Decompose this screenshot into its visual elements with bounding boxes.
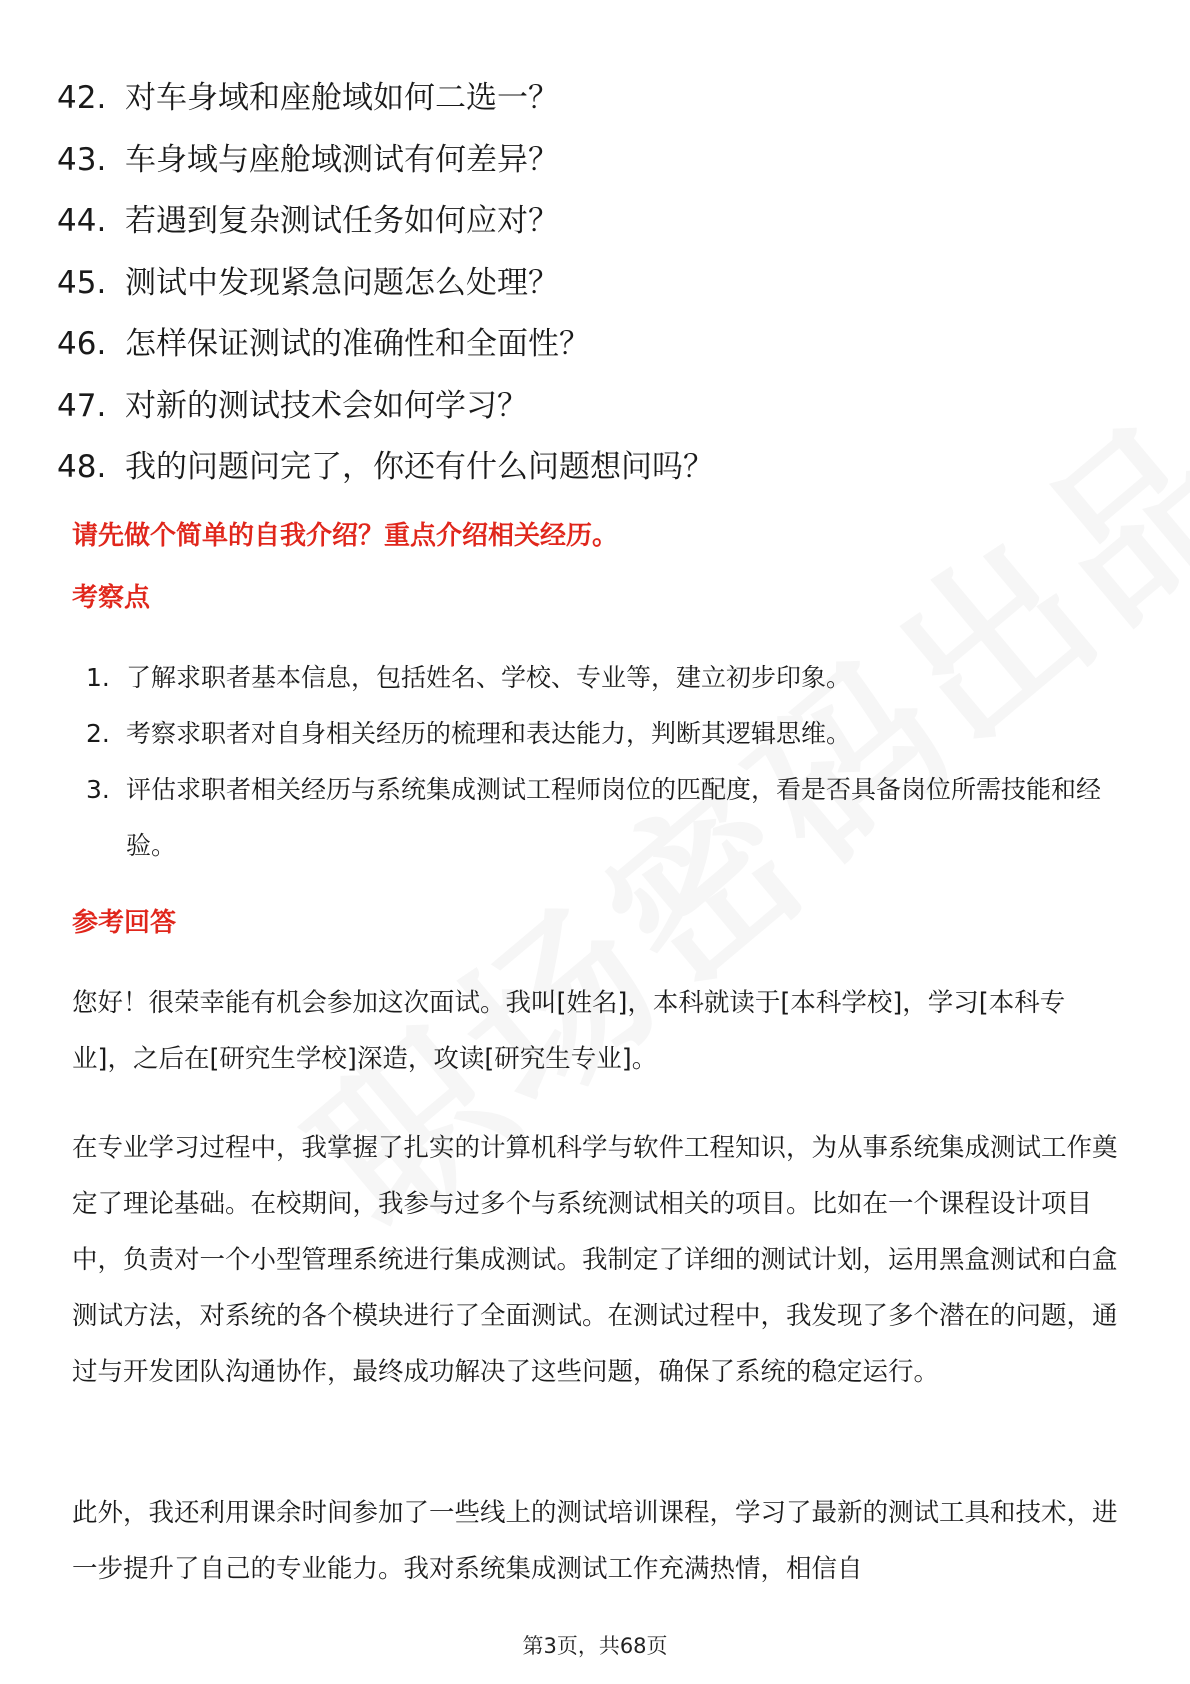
question-number: 45.: [57, 264, 107, 301]
question-item: [57, 191, 714, 253]
assessment-point: [72, 762, 1122, 874]
question-text: 对车身域和座舱域如何二选一？: [125, 80, 559, 116]
point-text: 了解求职者基本信息，包括姓名、学校、专业等，建立初步印象。: [126, 663, 852, 692]
question-number: 47.: [57, 387, 107, 424]
question-item: [57, 68, 714, 130]
answer-paragraph: 此外，我还利用课余时间参加了一些线上的测试培训课程，学习了最新的测试工具和技术，进一步提升了自己的专业能力。我对系统集成测试工作充满热情，相信自: [72, 1498, 1118, 1584]
point-number: 1.: [86, 663, 110, 692]
question-text: 对新的测试技术会如何学习？: [125, 387, 528, 424]
question-item: [57, 314, 714, 376]
assessment-points-heading: 考察点: [72, 583, 151, 613]
section-title: 请先做个简单的自我介绍？重点介绍相关经历。: [72, 521, 619, 551]
answer-paragraph: 在专业学习过程中，我掌握了扎实的计算机科学与软件工程知识，为从事系统集成测试工作奠定了理论基础。在校期间，我参与过多个与系统测试相关的项目。比如在一个课程设计项目中，负责对一个小型管理系统进行集成测试。我制定了详细的测试计划，运用黑盒测试和白盒测试方法，对系统的各个模块进行了全面测试。在测试过程中，我发现了多个潜在的问题，通过与开发团队沟通协作，最终成功解决了这些问题，确保了系统的稳定运行。: [72, 1133, 1118, 1387]
question-number: 48.: [57, 449, 107, 485]
point-text: 评估求职者相关经历与系统集成测试工程师岗位的匹配度，看是否具备岗位所需技能和经验。: [126, 775, 1102, 860]
assessment-points-list: [72, 650, 1122, 874]
question-number: 43.: [57, 141, 107, 178]
question-item: [57, 376, 714, 438]
page-footer: 第3页，共68页: [522, 1634, 668, 1658]
question-text: 我的问题问完了，你还有什么问题想问吗？: [125, 449, 714, 485]
point-number: 3.: [86, 775, 110, 804]
question-text: 怎样保证测试的准确性和全面性？: [125, 326, 590, 362]
assessment-point: [72, 650, 1122, 706]
question-item: [57, 253, 714, 315]
question-list: [57, 68, 714, 499]
question-item: [57, 130, 714, 192]
question-number: 42.: [57, 80, 107, 116]
question-text: 测试中发现紧急问题怎么处理？: [125, 264, 559, 301]
question-number: 46.: [57, 326, 107, 362]
point-text: 考察求职者对自身相关经历的梳理和表达能力，判断其逻辑思维。: [126, 719, 852, 748]
question-number: 44.: [57, 203, 107, 239]
assessment-point: [72, 706, 1122, 762]
point-number: 2.: [86, 719, 110, 748]
question-text: 车身域与座舱域测试有何差异？: [125, 141, 559, 178]
question-text: 若遇到复杂测试任务如何应对？: [125, 203, 559, 239]
answer-paragraph: 您好！很荣幸能有机会参加这次面试。我叫[姓名]，本科就读于[本科学校]，学习[本科专业]，之后在[研究生学校]深造，攻读[研究生专业]。: [72, 988, 1066, 1074]
question-item: [57, 437, 714, 499]
reference-answer-heading: 参考回答: [72, 908, 177, 938]
